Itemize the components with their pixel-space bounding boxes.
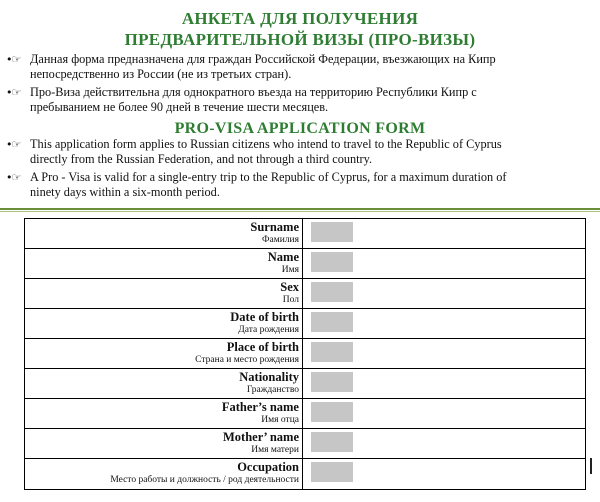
form-row-nationality [25, 369, 585, 399]
label-en: Occupation [237, 460, 299, 474]
label-ru: Дата рождения [238, 325, 299, 335]
pointing-hand-bullet-icon: •☞ [6, 86, 21, 99]
label-ru: Гражданство [246, 385, 299, 395]
section-divider-thin [0, 211, 600, 212]
bullet-en-1-line1: This application form applies to Russian citizens who intend to travel to the Republic of Cyprus [30, 137, 502, 151]
title-ru-line2: ПРЕДВАРИТЕЛЬНОЙ ВИЗЫ (ПРО-ВИЗЫ) [124, 30, 476, 49]
fathers-name-input[interactable] [311, 402, 353, 422]
bullet-ru-2-line1: Про-Виза действительна для однократного въезда на территорию Республики Кипр с [30, 85, 477, 99]
label-ru: Имя отца [261, 415, 299, 425]
label-en: Mother’ name [222, 430, 299, 444]
pointing-hand-bullet-icon: •☞ [6, 53, 21, 66]
date-of-birth-input[interactable] [311, 312, 353, 332]
form-row-sex [25, 279, 585, 309]
mothers-name-input[interactable] [311, 432, 353, 452]
name-input[interactable] [311, 252, 353, 272]
section-divider [0, 208, 600, 210]
form-row-date-of-birth [25, 309, 585, 339]
label-ru: Место работы и должность / род деятельности [110, 475, 299, 485]
form-label [25, 459, 303, 489]
pointing-hand-bullet-icon: •☞ [6, 171, 21, 184]
text-cursor [590, 458, 592, 474]
bullet-en-1-line2: directly from the Russian Federation, and not through a third country. [30, 152, 373, 166]
form-row-surname [25, 219, 585, 249]
bullet-en-2 [6, 170, 594, 200]
bullet-ru-2 [6, 85, 594, 115]
label-ru: Имя [281, 265, 299, 275]
sex-input[interactable] [311, 282, 353, 302]
application-form-table [24, 218, 586, 490]
surname-input[interactable] [311, 222, 353, 242]
form-label [25, 219, 303, 248]
label-ru: Имя матери [251, 445, 299, 455]
form-label [25, 249, 303, 278]
bullet-en-2-line1: A Pro - Visa is valid for a single-entry trip to the Republic of Cyprus, for a maximum duration of [30, 170, 507, 184]
label-en: Sex [280, 280, 299, 294]
label-en: Nationality [239, 370, 299, 384]
occupation-input[interactable] [311, 462, 353, 482]
label-en: Father’s name [221, 400, 299, 414]
label-en: Name [267, 250, 299, 264]
form-row-fathers-name [25, 399, 585, 429]
title-en: PRO-VISA APPLICATION FORM [174, 120, 426, 137]
form-label [25, 309, 303, 338]
bullet-ru-2-line2: пребыванием не более 90 дней в течение шести месяцев. [30, 100, 329, 114]
label-en: Surname [250, 220, 299, 234]
place-of-birth-input[interactable] [311, 342, 353, 362]
form-label [25, 279, 303, 308]
label-en: Place of birth [226, 340, 299, 354]
label-ru: Фамилия [261, 235, 299, 245]
bullet-ru-1-line2: непосредственно из России (не из третьих стран). [30, 67, 292, 81]
form-row-mothers-name [25, 429, 585, 459]
label-ru: Пол [282, 295, 299, 305]
form-label [25, 369, 303, 398]
form-label [25, 429, 303, 458]
form-row-occupation [25, 459, 585, 489]
bullet-en-1 [6, 137, 594, 167]
form-row-place-of-birth [25, 339, 585, 369]
bullet-en-2-line2: ninety days within a six-month period. [30, 185, 220, 199]
label-ru: Страна и место рождения [195, 355, 299, 365]
bullet-ru-1 [6, 52, 594, 82]
form-label [25, 399, 303, 428]
form-label [25, 339, 303, 368]
pointing-hand-bullet-icon: •☞ [6, 138, 21, 151]
label-en: Date of birth [230, 310, 299, 324]
bullet-ru-1-line1: Данная форма предназначена для граждан Российской Федерации, въезжающих на Кипр [30, 52, 496, 66]
nationality-input[interactable] [311, 372, 353, 392]
form-row-name [25, 249, 585, 279]
title-ru-line1: АНКЕТА ДЛЯ ПОЛУЧЕНИЯ [181, 9, 419, 28]
